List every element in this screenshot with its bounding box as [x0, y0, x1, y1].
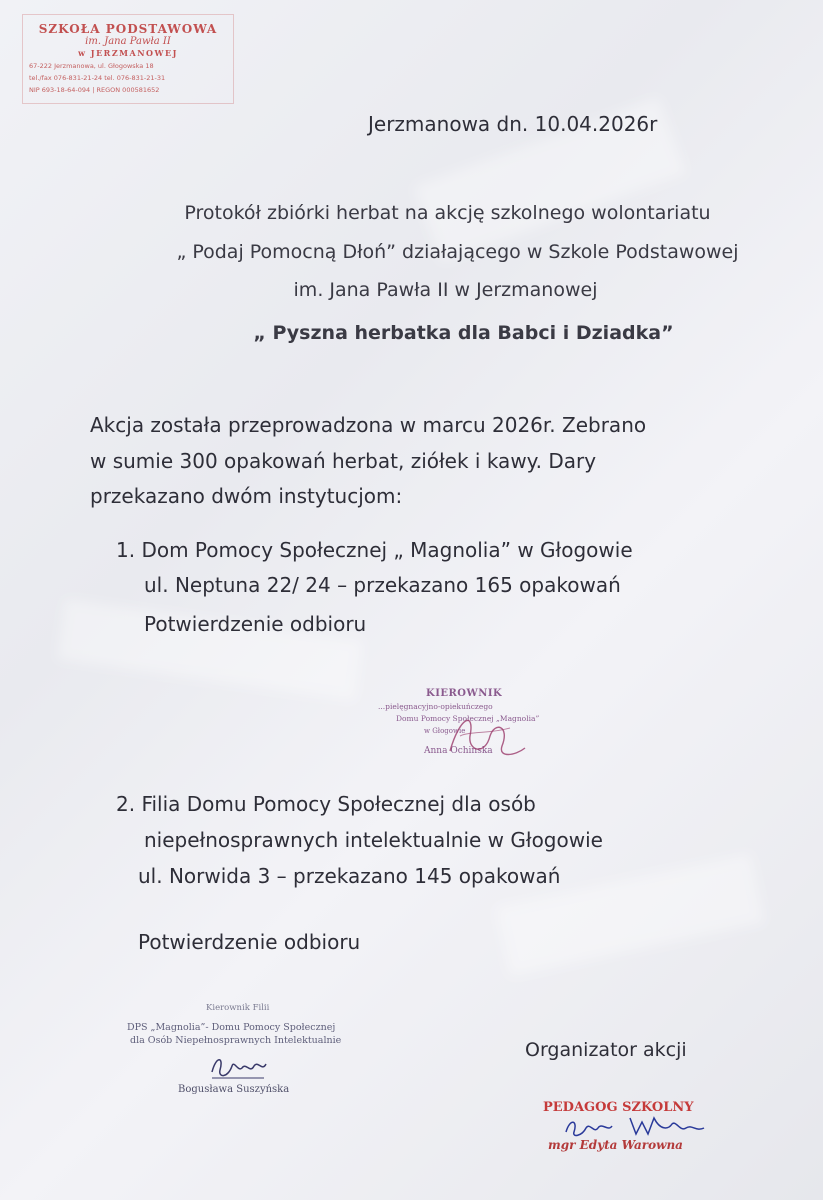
institution-1-name: 1. Dom Pomocy Społecznej „ Magnolia” w Głogowie — [116, 538, 633, 562]
school-stamp-phone: tel./fax 076-831-21-24 tel. 076-831-21-31 — [29, 74, 166, 82]
stamp2-title: Kierownik Filii — [206, 1003, 270, 1013]
stamp2-line: DPS „Magnolia”- Domu Pomocy Społecznej — [127, 1022, 336, 1033]
institution-1-address: ul. Neptuna 22/ 24 – przekazano 165 opakowań — [144, 573, 621, 597]
stamp2-line: dla Osób Niepełnosprawnych Intelektualnie — [130, 1035, 342, 1046]
stamp1-line: ...pielęgnacyjno-opiekuńczego — [378, 702, 493, 711]
stamp1-title: KIEROWNIK — [426, 688, 503, 699]
stamp1-line: w Głogowie — [424, 727, 466, 735]
title-line: Protokół zbiórki herbat na akcję szkolnego wolontariatu — [184, 202, 711, 224]
signature-1 — [440, 706, 530, 766]
title-line: im. Jana Pawła II w Jerzmanowej — [293, 279, 598, 301]
pedagog-stamp-name: mgr Edyta Warowna — [548, 1138, 683, 1152]
action-subtitle: „ Pyszna herbatka dla Babci i Dziadka” — [253, 322, 674, 344]
stamp2-name: Bogusława Suszyńska — [178, 1084, 290, 1095]
body-line: przekazano dwóm instytucjom: — [90, 484, 403, 508]
institution-1-confirmation: Potwierdzenie odbioru — [144, 612, 367, 636]
institution-2-description: niepełnosprawnych intelektualnie w Głogowie — [144, 828, 603, 852]
body-line: Akcja została przeprowadzona w marcu 2026r. Zebrano — [90, 413, 647, 437]
school-stamp-line: SZKOŁA PODSTAWOWA — [38, 22, 218, 36]
school-stamp-address: 67-222 Jerzmanowa, ul. Głogowska 18 — [29, 62, 154, 70]
stamp1-name: Anna Ochinska — [424, 746, 493, 756]
school-stamp-line: im. Jana Pawła II — [85, 36, 171, 47]
title-line: „ Podaj Pomocną Dłoń” działającego w Szkole Podstawowej — [176, 241, 739, 263]
document-date: Jerzmanowa dn. 10.04.2026r — [368, 112, 658, 136]
pedagog-stamp-title: PEDAGOG SZKOLNY — [543, 1100, 694, 1115]
stamp1-line: Domu Pomocy Społecznej „Magnolia” — [396, 714, 540, 723]
school-stamp-nip: NIP 693-18-64-094 | REGON 000581652 — [29, 86, 160, 94]
institution-2-address: ul. Norwida 3 – przekazano 145 opakowań — [138, 864, 561, 888]
institution-2-name: 2. Filia Domu Pomocy Społecznej dla osób — [116, 792, 536, 816]
body-line: w sumie 300 opakowań herbat, ziółek i kawy. Dary — [90, 449, 597, 473]
organizer-label: Organizator akcji — [525, 1039, 687, 1061]
institution-2-confirmation: Potwierdzenie odbioru — [138, 930, 361, 954]
school-stamp — [22, 14, 234, 104]
school-stamp-line: w JERZMANOWEJ — [78, 48, 178, 58]
signature-2 — [208, 1052, 268, 1084]
